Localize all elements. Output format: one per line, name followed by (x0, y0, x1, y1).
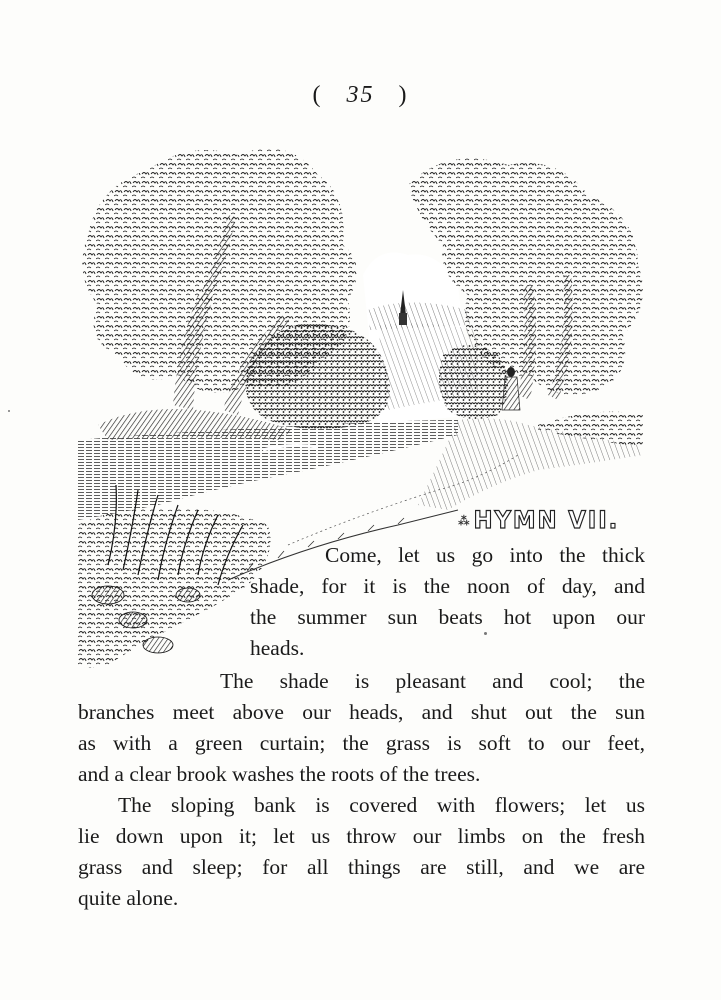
hymn-line-9 (118, 792, 645, 818)
hymn-line-6 (78, 699, 645, 725)
page-number-paren-open: ( (312, 82, 323, 108)
page-number (0, 82, 721, 109)
hymn-line-4 (250, 635, 645, 661)
hymn-line-8-text: and a clear brook washes the roots of the trees. (78, 762, 481, 786)
hymn-line-5-text: The shade is pleasant and cool; the (220, 669, 645, 693)
hymn-line-2 (250, 573, 645, 599)
hymn-line-3-text: the summer sun beats hot upon our (250, 605, 645, 629)
hymn-title-text: HYMN VII. (473, 506, 620, 534)
hymn-line-12-text: quite alone. (78, 886, 179, 910)
hymn-line-9-text: The sloping bank is covered with flowers; let us (118, 793, 645, 817)
hymn-line-4-text: heads. (250, 636, 305, 660)
hymn-line-5 (220, 668, 645, 694)
paper-speck (484, 632, 487, 635)
hymn-line-11 (78, 854, 645, 880)
hymn-line-6-text: branches meet above our heads, and shut out the sun (78, 700, 645, 724)
hymn-line-1-text: Come, let us go into the thick (325, 543, 645, 567)
hymn-line-7-text: as with a green curtain; the grass is soft to our feet, (78, 731, 645, 755)
hymn-title (458, 506, 619, 534)
page-number-paren-close: ) (398, 82, 409, 108)
hymn-line-7 (78, 730, 645, 756)
hymn-line-3 (250, 604, 645, 630)
hymn-line-8 (78, 761, 645, 787)
paper-speck (8, 410, 10, 412)
hymn-line-1 (325, 542, 645, 568)
hymn-line-10-text: lie down upon it; let us throw our limbs on the fresh (78, 824, 645, 848)
hymn-line-12 (78, 885, 645, 911)
page-number-value: 35 (346, 82, 375, 108)
title-ornament-icon: ⁂ (458, 514, 472, 528)
hymn-line-10 (78, 823, 645, 849)
hymn-line-11-text: grass and sleep; for all things are still, and we are (78, 855, 645, 879)
hymn-line-2-text: shade, for it is the noon of day, and (250, 574, 645, 598)
